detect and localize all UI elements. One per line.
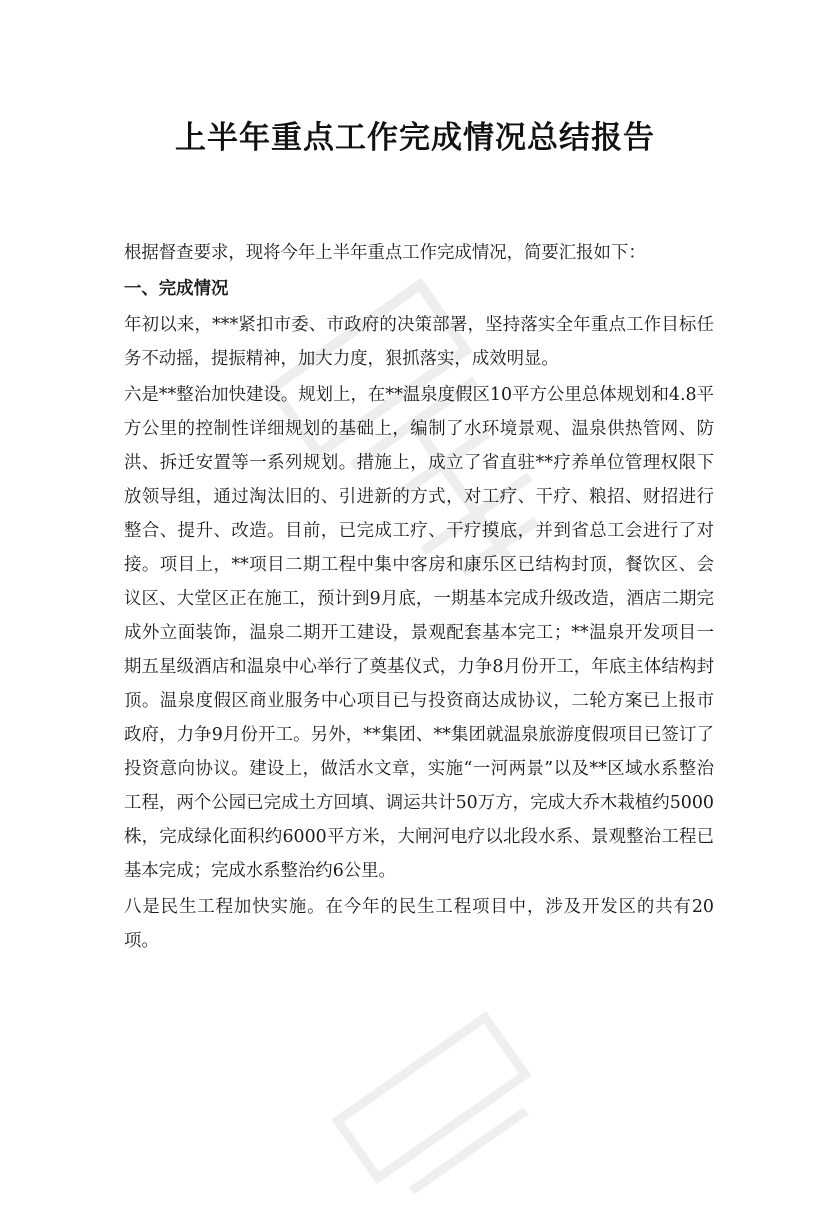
watermark-bottom-icon	[310, 990, 571, 1230]
paragraph-3: 八是民生工程加快实施。在今年的民生工程项目中，涉及开发区的共有20项。	[124, 897, 714, 951]
paragraph-2: 六是**整治加快建设。规划上，在**温泉度假区10平方公里总体规划和4.8平方公里的控制性详细规划的基础上，编制了水环境景观、温泉供热管网、防洪、拆迁安置等一系列规划。措施上，成立了省直驻**疗养单位管理权限下放领导组，通过淘汰旧的、引进新的方式，对工疗、干疗、粮招、财招进行整合、提升、改造。目前，已完成工疗、干疗摸底，并到省总工会进行了对接。项目上，**项目二期工程中集中客房和康乐区已结构封顶，餐饮区、会议区、大堂区正在施工，预计到9月底，一期基本完成升级改造，酒店二期完成外立面装饰，温泉二期开工建设，景观配套基本完工；**温泉开发项目一期五星级酒店和温泉中心举行了奠基仪式，力争8月份开工，年底主体结构封顶。温泉度假区商业服务中心项目已与投资商达成协议，二轮方案已上报市政府，力争9月份开工。另外，**集团、**集团就温泉旅游度假项目已签订了投资意向协议。建设上，做活水文章，实施“一河两景”以及**区域水系整治工程，两个公园已完成土方回填、调运共计50万方，完成大乔木栽植约5000株，完成绿化面积约6000平方米，大闸河电疗以北段水系、景观整治工程已基本完成；完成水系整治约6公里。	[124, 385, 714, 881]
document-body	[124, 236, 714, 960]
page-title: 上半年重点工作完成情况总结报告	[175, 120, 655, 156]
paragraph-1: 年初以来，***紧扣市委、市政府的决策部署，坚持落实全年重点工作目标任务不动摇，提振精神，加大力度，狠抓落实，成效明显。	[124, 315, 714, 369]
intro-paragraph: 根据督查要求，现将今年上半年重点工作完成情况，简要汇报如下：	[124, 243, 646, 263]
section-heading: 一、完成情况	[124, 279, 229, 299]
